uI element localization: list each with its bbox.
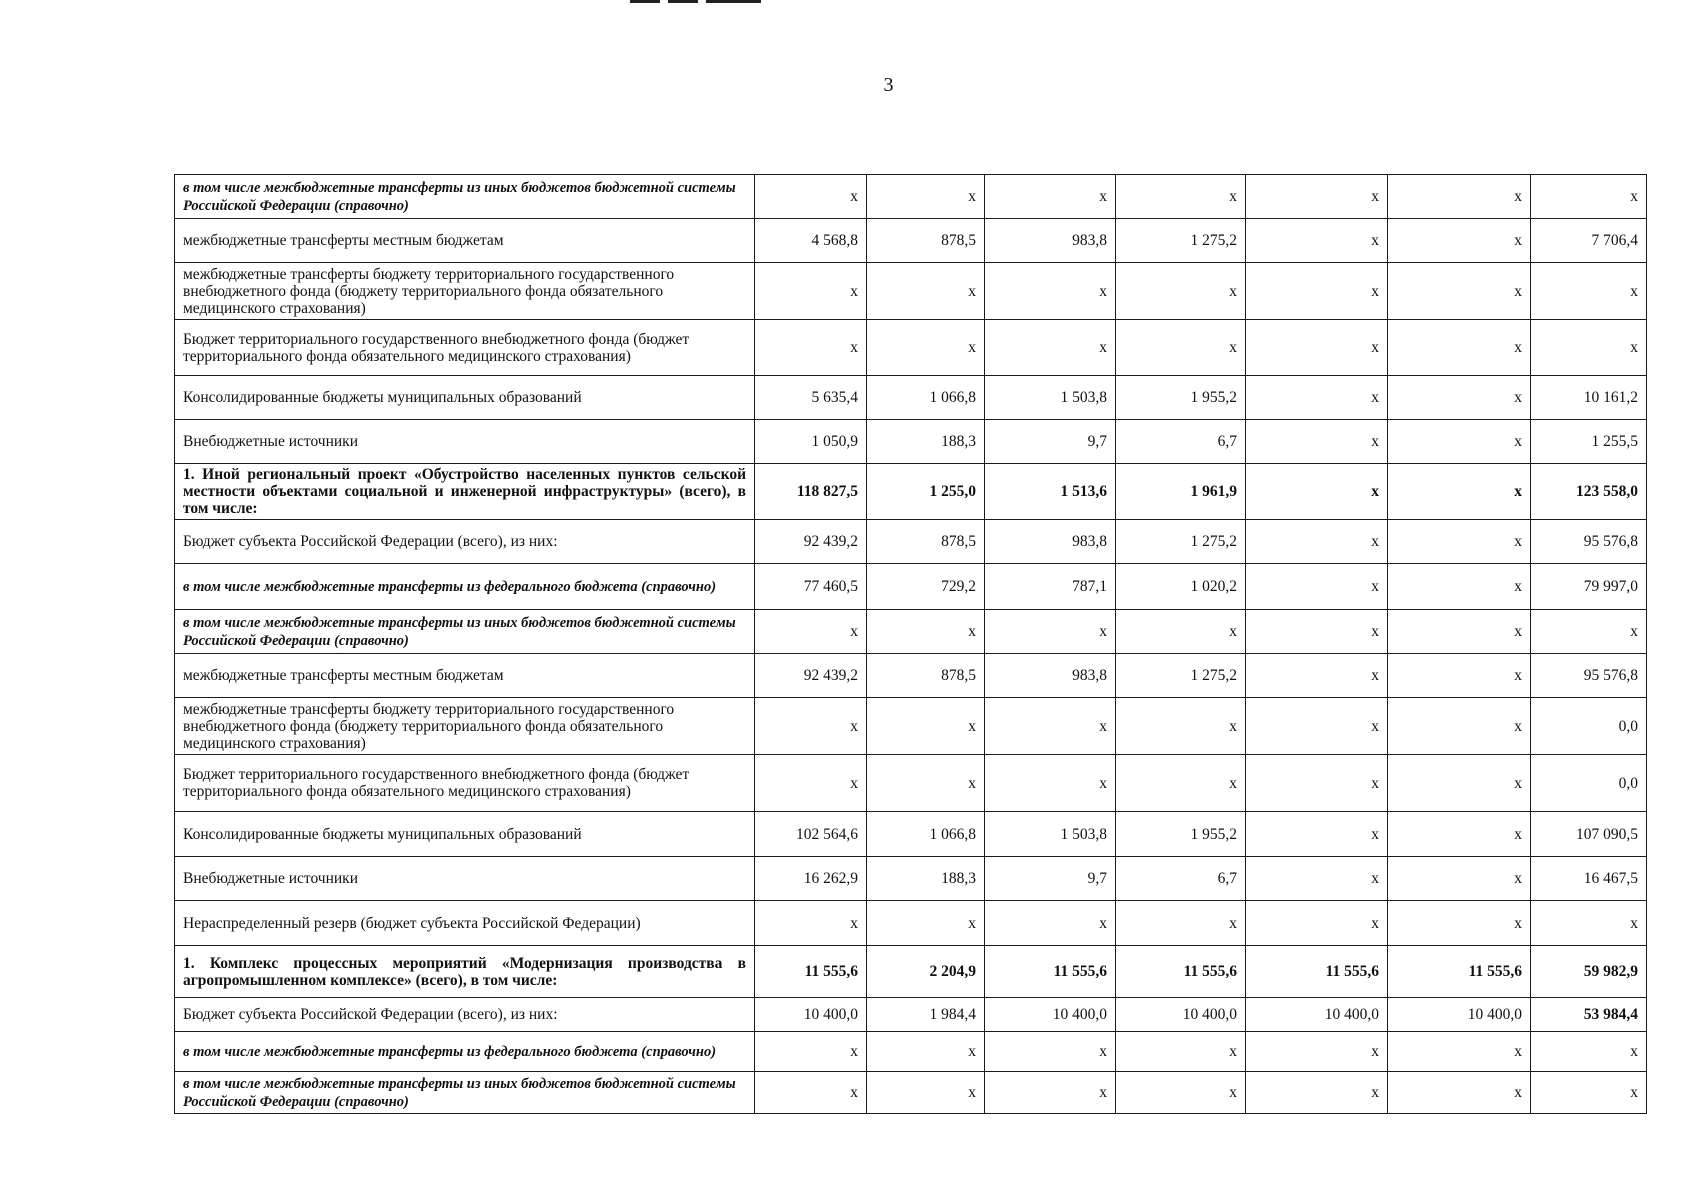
value-cell: х — [1388, 812, 1531, 857]
value-cell: 11 555,6 — [1388, 946, 1531, 998]
table-row — [175, 654, 1647, 698]
value-cell: 6,7 — [1116, 420, 1246, 464]
value-cell: х — [755, 901, 867, 946]
value-cell: 10 400,0 — [755, 998, 867, 1032]
value-cell: 983,8 — [985, 654, 1116, 698]
value-cell: х — [1246, 520, 1388, 564]
value-cell: 1 275,2 — [1116, 520, 1246, 564]
value-cell: 79 997,0 — [1531, 564, 1647, 610]
value-cell: 92 439,2 — [755, 654, 867, 698]
table-row — [175, 564, 1647, 610]
value-cell: х — [1388, 175, 1531, 219]
value-cell: 59 982,9 — [1531, 946, 1647, 998]
row-label-text: межбюджетные трансферты местным бюджетам — [183, 232, 504, 249]
value-cell: 5 635,4 — [755, 376, 867, 420]
value-cell: 0,0 — [1531, 755, 1647, 812]
table-row — [175, 755, 1647, 812]
value-cell: х — [1116, 755, 1246, 812]
value-cell: х — [1116, 698, 1246, 755]
budget-table-body — [175, 175, 1647, 1114]
row-label — [175, 857, 755, 901]
table-row — [175, 901, 1647, 946]
table-row — [175, 420, 1647, 464]
table-row — [175, 320, 1647, 376]
value-cell: х — [1116, 320, 1246, 376]
value-cell: 188,3 — [867, 420, 985, 464]
row-label-text: межбюджетные трансферты бюджету территориального государственного внебюджетного фонда (бюджету территориального фонда обязательного медицинского страхования) — [183, 265, 675, 317]
value-cell: х — [1388, 564, 1531, 610]
row-label — [175, 610, 755, 654]
value-cell: 1 050,9 — [755, 420, 867, 464]
value-cell: х — [1116, 901, 1246, 946]
value-cell: х — [1246, 857, 1388, 901]
value-cell: 95 576,8 — [1531, 654, 1647, 698]
value-cell: 188,3 — [867, 857, 985, 901]
value-cell: х — [985, 901, 1116, 946]
row-label-text: Нераспределенный резерв (бюджет субъекта Российской Федерации) — [183, 914, 641, 932]
table-row — [175, 610, 1647, 654]
value-cell: 878,5 — [867, 654, 985, 698]
value-cell: 118 827,5 — [755, 464, 867, 520]
row-label-text: Бюджет субъекта Российской Федерации (всего), из них: — [183, 1006, 558, 1023]
value-cell: 2 204,9 — [867, 946, 985, 998]
value-cell: х — [755, 610, 867, 654]
table-row — [175, 946, 1647, 998]
value-cell: 9,7 — [985, 420, 1116, 464]
row-label — [175, 420, 755, 464]
row-label — [175, 755, 755, 812]
value-cell: х — [1388, 320, 1531, 376]
value-cell: х — [867, 698, 985, 755]
value-cell: х — [1531, 175, 1647, 219]
value-cell: х — [1246, 812, 1388, 857]
row-label-text: межбюджетные трансферты бюджету территориального государственного внебюджетного фонда (бюджету территориального фонда обязательного медицинского страхования) — [183, 700, 675, 752]
value-cell: 10 400,0 — [985, 998, 1116, 1032]
value-cell: х — [1116, 263, 1246, 320]
row-label — [175, 376, 755, 420]
value-cell: х — [1388, 420, 1531, 464]
row-label — [175, 946, 755, 998]
row-label — [175, 175, 755, 219]
value-cell: 1 513,6 — [985, 464, 1116, 520]
value-cell: х — [1246, 219, 1388, 263]
value-cell: 1 066,8 — [867, 376, 985, 420]
row-label — [175, 520, 755, 564]
top-edge-mark — [630, 0, 660, 3]
value-cell: 787,1 — [985, 564, 1116, 610]
value-cell: 1 255,5 — [1531, 420, 1647, 464]
row-label-text: в том числе межбюджетные трансферты из федерального бюджета (справочно) — [183, 578, 717, 595]
value-cell: х — [867, 175, 985, 219]
value-cell: 11 555,6 — [1246, 946, 1388, 998]
value-cell: х — [1388, 1032, 1531, 1072]
row-label — [175, 1072, 755, 1114]
page-number: 3 — [883, 74, 894, 96]
value-cell: х — [1388, 654, 1531, 698]
row-label — [175, 564, 755, 610]
row-label — [175, 464, 755, 520]
value-cell: 53 984,4 — [1531, 998, 1647, 1032]
value-cell: х — [1116, 175, 1246, 219]
row-label — [175, 320, 755, 376]
value-cell: 729,2 — [867, 564, 985, 610]
value-cell: х — [1531, 901, 1647, 946]
table-row — [175, 520, 1647, 564]
row-label-text: в том числе межбюджетные трансферты из федерального бюджета (справочно) — [183, 1043, 717, 1060]
value-cell: 10 400,0 — [1246, 998, 1388, 1032]
value-cell: х — [1388, 219, 1531, 263]
value-cell: 4 568,8 — [755, 219, 867, 263]
value-cell: 878,5 — [867, 219, 985, 263]
row-label-text: в том числе межбюджетные трансферты из иных бюджетов бюджетной системы Российской Федерации (справочно) — [183, 614, 736, 649]
value-cell: 10 400,0 — [1388, 998, 1531, 1032]
row-label-text: в том числе межбюджетные трансферты из иных бюджетов бюджетной системы Российской Федерации (справочно) — [183, 1075, 736, 1110]
value-cell: х — [755, 1032, 867, 1072]
value-cell: 6,7 — [1116, 857, 1246, 901]
row-label — [175, 698, 755, 755]
value-cell: х — [1388, 1072, 1531, 1114]
value-cell: х — [867, 320, 985, 376]
table-row — [175, 175, 1647, 219]
top-edge-mark — [668, 0, 698, 3]
value-cell: 983,8 — [985, 520, 1116, 564]
row-label-text: Бюджет территориального государственного внебюджетного фонда (бюджет территориального фонда обязательного медицинского страхования) — [183, 330, 690, 365]
value-cell: х — [1246, 901, 1388, 946]
row-label — [175, 1032, 755, 1072]
row-label-text: межбюджетные трансферты местным бюджетам — [183, 667, 504, 684]
value-cell: х — [1246, 654, 1388, 698]
value-cell: х — [985, 263, 1116, 320]
value-cell: 1 984,4 — [867, 998, 985, 1032]
table-row — [175, 464, 1647, 520]
value-cell: х — [755, 698, 867, 755]
value-cell: 1 961,9 — [1116, 464, 1246, 520]
value-cell: х — [1388, 376, 1531, 420]
row-label — [175, 901, 755, 946]
row-label-text: Внебюджетные источники — [183, 870, 359, 887]
table-row — [175, 698, 1647, 755]
value-cell: х — [1246, 698, 1388, 755]
value-cell: 1 503,8 — [985, 376, 1116, 420]
value-cell: х — [1531, 320, 1647, 376]
value-cell: 0,0 — [1531, 698, 1647, 755]
table-row — [175, 857, 1647, 901]
row-label — [175, 263, 755, 320]
value-cell: 16 262,9 — [755, 857, 867, 901]
row-label-text: Бюджет территориального государственного внебюджетного фонда (бюджет территориального фонда обязательного медицинского страхования) — [183, 766, 690, 800]
value-cell: х — [985, 755, 1116, 812]
value-cell: х — [1388, 263, 1531, 320]
value-cell: 9,7 — [985, 857, 1116, 901]
value-cell: 983,8 — [985, 219, 1116, 263]
value-cell: х — [1246, 564, 1388, 610]
table-row — [175, 998, 1647, 1032]
row-label-text: Консолидированные бюджеты муниципальных образований — [183, 825, 582, 843]
value-cell: х — [1246, 464, 1388, 520]
value-cell: х — [985, 1072, 1116, 1114]
value-cell: 107 090,5 — [1531, 812, 1647, 857]
value-cell: х — [985, 698, 1116, 755]
budget-table — [174, 174, 1647, 1114]
value-cell: х — [1246, 175, 1388, 219]
value-cell: 92 439,2 — [755, 520, 867, 564]
value-cell: х — [985, 320, 1116, 376]
value-cell: х — [867, 610, 985, 654]
value-cell: х — [985, 610, 1116, 654]
table-row — [175, 1032, 1647, 1072]
value-cell: х — [1388, 520, 1531, 564]
value-cell: х — [1246, 376, 1388, 420]
value-cell: х — [985, 1032, 1116, 1072]
row-label-text: 1. Иной региональный проект «Обустройство населенных пунктов сельской местности объектами социальной и инженерной инфраструктуры» (всего), в том числе: — [183, 466, 746, 517]
table-row — [175, 1072, 1647, 1114]
value-cell: 1 955,2 — [1116, 376, 1246, 420]
row-label-text: 1. Комплекс процессных мероприятий «Модернизация производства в агропромышленном комплексе» (всего), в том числе: — [183, 954, 746, 989]
value-cell: 95 576,8 — [1531, 520, 1647, 564]
value-cell: х — [867, 901, 985, 946]
top-edge-mark — [706, 0, 761, 3]
value-cell: х — [1246, 755, 1388, 812]
value-cell: х — [1246, 1072, 1388, 1114]
row-label-text: Бюджет субъекта Российской Федерации (всего), из них: — [183, 533, 558, 550]
value-cell: 1 020,2 — [1116, 564, 1246, 610]
table-row — [175, 263, 1647, 320]
value-cell: х — [1531, 263, 1647, 320]
value-cell: 878,5 — [867, 520, 985, 564]
value-cell: х — [1116, 1032, 1246, 1072]
value-cell: х — [1388, 755, 1531, 812]
value-cell: 1 275,2 — [1116, 654, 1246, 698]
value-cell: х — [1388, 857, 1531, 901]
value-cell: 1 503,8 — [985, 812, 1116, 857]
value-cell: 11 555,6 — [985, 946, 1116, 998]
row-label — [175, 812, 755, 857]
value-cell: х — [1531, 1032, 1647, 1072]
table-row — [175, 376, 1647, 420]
value-cell: х — [1531, 610, 1647, 654]
value-cell: 11 555,6 — [1116, 946, 1246, 998]
value-cell: х — [1246, 320, 1388, 376]
value-cell: 1 955,2 — [1116, 812, 1246, 857]
value-cell: 1 255,0 — [867, 464, 985, 520]
value-cell: х — [755, 263, 867, 320]
value-cell: х — [1388, 698, 1531, 755]
value-cell: х — [985, 175, 1116, 219]
row-label-text: в том числе межбюджетные трансферты из иных бюджетов бюджетной системы Российской Федерации (справочно) — [183, 179, 736, 214]
value-cell: 16 467,5 — [1531, 857, 1647, 901]
row-label — [175, 998, 755, 1032]
value-cell: х — [755, 320, 867, 376]
value-cell: 7 706,4 — [1531, 219, 1647, 263]
row-label — [175, 654, 755, 698]
value-cell: 102 564,6 — [755, 812, 867, 857]
value-cell: 123 558,0 — [1531, 464, 1647, 520]
value-cell: х — [1246, 263, 1388, 320]
row-label-text: Консолидированные бюджеты муниципальных образований — [183, 389, 582, 406]
value-cell: х — [867, 1032, 985, 1072]
table-row — [175, 812, 1647, 857]
value-cell: 1 066,8 — [867, 812, 985, 857]
row-label — [175, 219, 755, 263]
value-cell: х — [1388, 610, 1531, 654]
value-cell: х — [1246, 1032, 1388, 1072]
value-cell: 77 460,5 — [755, 564, 867, 610]
value-cell: х — [1116, 610, 1246, 654]
value-cell: х — [755, 755, 867, 812]
value-cell: х — [867, 263, 985, 320]
value-cell: х — [1531, 1072, 1647, 1114]
value-cell: х — [1246, 610, 1388, 654]
table-row — [175, 219, 1647, 263]
value-cell: х — [1388, 901, 1531, 946]
row-label-text: Внебюджетные источники — [183, 433, 359, 450]
value-cell: 10 161,2 — [1531, 376, 1647, 420]
value-cell: 1 275,2 — [1116, 219, 1246, 263]
value-cell: х — [1246, 420, 1388, 464]
value-cell: х — [1388, 464, 1531, 520]
value-cell: х — [755, 1072, 867, 1114]
value-cell: х — [867, 1072, 985, 1114]
value-cell: х — [1116, 1072, 1246, 1114]
value-cell: х — [755, 175, 867, 219]
value-cell: 10 400,0 — [1116, 998, 1246, 1032]
value-cell: 11 555,6 — [755, 946, 867, 998]
value-cell: х — [867, 755, 985, 812]
